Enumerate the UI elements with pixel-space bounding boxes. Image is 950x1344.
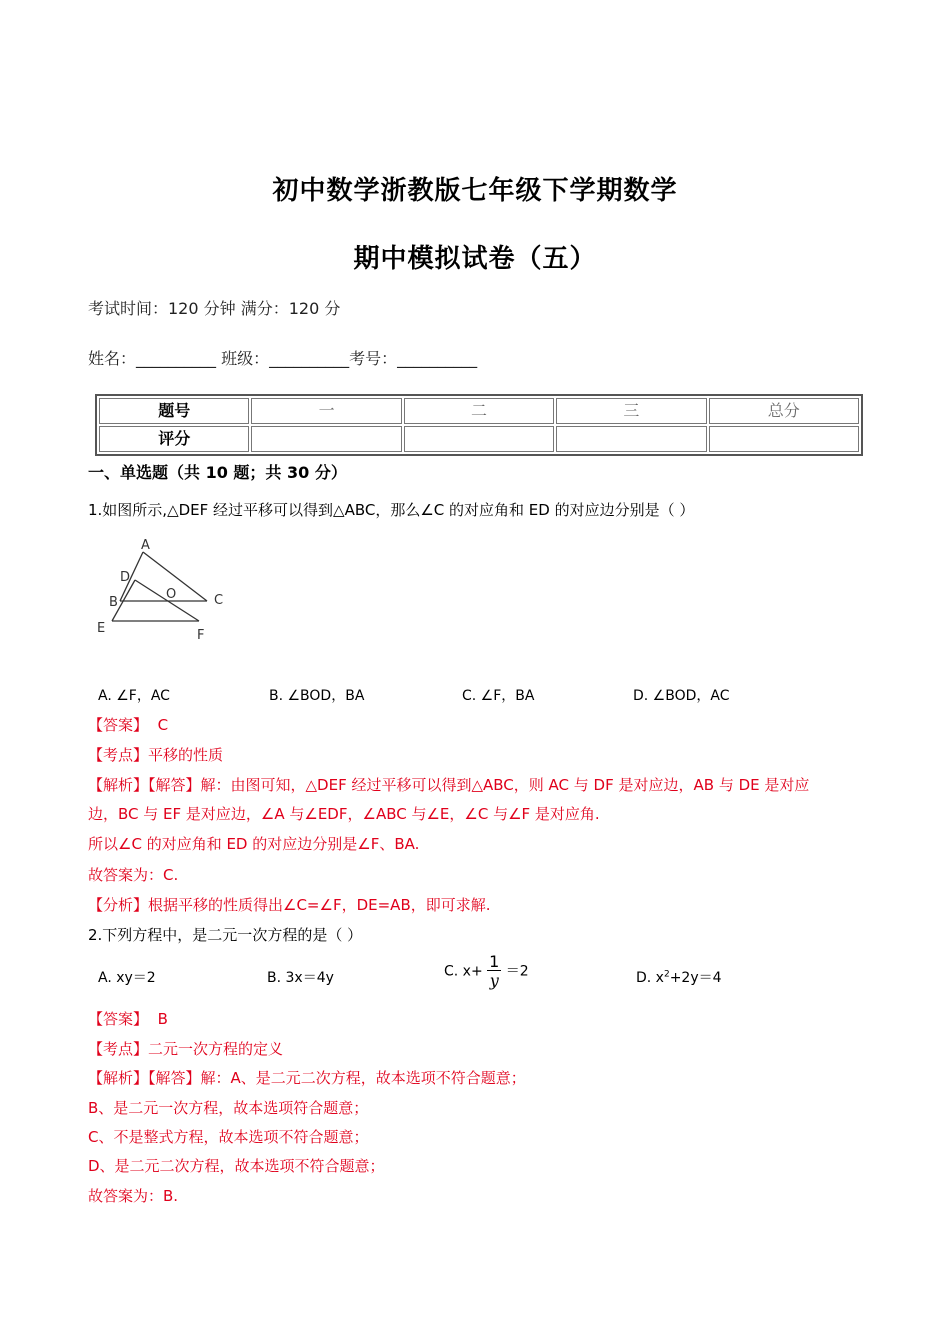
score-table <box>95 394 863 456</box>
q1-analysis-line3: 所以∠C 的对应角和 ED 的对应边分别是∠F、BA. <box>88 835 420 853</box>
score-input-total <box>709 426 859 452</box>
q2-stem: 2.下列方程中，是二元一次方程的是（ ） <box>88 926 363 944</box>
q2-analysis-text1: 解：A、是二元二次方程，故本选项不符合题意； <box>200 1069 526 1087</box>
q1-point-value: 平移的性质 <box>148 746 224 764</box>
q2-option-a: A. xy＝2 <box>98 970 156 986</box>
q1-point-label: 【考点】 <box>88 746 149 764</box>
q1-knowledge-point <box>88 744 223 765</box>
score-input-section3 <box>556 426 706 452</box>
q1-answer-value: C <box>157 716 169 734</box>
q1-option-c: C. ∠F，BA <box>462 688 535 704</box>
section1-heading: 一、单选题（共 10 题；共 30 分） <box>88 463 347 482</box>
student-info: 姓名：__________ 班级：__________考号：__________ <box>88 349 478 368</box>
label-c: C <box>214 593 224 608</box>
q1-summary-text: 根据平移的性质得出∠C=∠F，DE=AB，即可求解. <box>148 896 491 914</box>
fraction-denominator: y <box>489 971 499 990</box>
q2-option-d-exponent: 2 <box>663 969 670 980</box>
q2-option-d <box>636 967 722 987</box>
score-input-section2 <box>404 426 554 452</box>
q2-knowledge-point <box>88 1038 283 1059</box>
q1-analysis-label: 【解析】【解答】 <box>88 776 201 794</box>
fraction-numerator: 1 <box>489 952 500 971</box>
q2-option-d-suffix: +2y＝4 <box>669 970 722 986</box>
q2-answer-value: B <box>157 1010 168 1028</box>
q1-summary-label: 【分析】 <box>88 896 149 914</box>
q2-analysis-line3: C、不是整式方程，故本选项不符合题意； <box>88 1128 369 1146</box>
q1-summary <box>88 894 491 915</box>
q2-option-c-suffix: ＝2 <box>505 963 529 980</box>
q1-stem: 1.如图所示,△DEF 经过平移可以得到△ABC，那么∠C 的对应角和 ED 的对应边分别是（ ） <box>88 501 695 519</box>
score-cell-label: 题号 <box>99 398 249 424</box>
q2-option-c <box>444 954 529 989</box>
q1-option-b: B. ∠BOD，BA <box>269 688 365 704</box>
label-f: F <box>197 628 205 643</box>
q2-analysis-label: 【解析】【解答】 <box>88 1069 201 1087</box>
q1-analysis-text1: 解：由图可知，△DEF 经过平移可以得到△ABC，则 AC 与 DF 是对应边，AB 与 DE 是对应 <box>200 776 810 794</box>
label-a: A <box>141 538 150 553</box>
score-cell-section1: 一 <box>251 398 401 424</box>
q2-analysis-line4: D、是二元二次方程，故本选项不符合题意； <box>88 1157 385 1175</box>
q2-point-label: 【考点】 <box>88 1040 149 1058</box>
score-cell-section3: 三 <box>556 398 706 424</box>
score-input-section1 <box>251 426 401 452</box>
score-table-score-row <box>99 426 859 452</box>
q1-analysis-line1 <box>88 774 809 795</box>
q2-analysis-line5: 故答案为：B. <box>88 1187 179 1205</box>
q1-analysis-line4: 故答案为：C. <box>88 866 179 884</box>
q2-option-c-prefix: C. x+ <box>444 963 483 980</box>
exam-info: 考试时间：120 分钟 满分：120 分 <box>88 299 341 318</box>
q2-option-c-fraction <box>487 954 501 989</box>
q2-option-d-prefix: D. x <box>636 970 664 986</box>
q1-option-d: D. ∠BOD，AC <box>633 688 730 704</box>
q2-analysis-line1 <box>88 1067 526 1088</box>
document-title-line1: 初中数学浙教版七年级下学期数学 <box>272 176 678 206</box>
label-e: E <box>97 621 106 636</box>
q2-answer <box>88 1008 168 1029</box>
q1-answer <box>88 714 168 735</box>
q2-analysis-line2: B、是二元一次方程，故本选项符合题意； <box>88 1099 369 1117</box>
q2-answer-label: 【答案】 <box>88 1010 149 1028</box>
q2-option-b: B. 3x＝4y <box>267 970 334 986</box>
document-title-line2: 期中模拟试卷（五） <box>353 244 597 274</box>
score-row-label: 评分 <box>99 426 249 452</box>
q1-triangle-figure <box>95 535 235 647</box>
label-o: O <box>166 587 177 602</box>
score-cell-section2: 二 <box>404 398 554 424</box>
score-table-header-row <box>99 398 859 424</box>
q1-analysis-line2: 边，BC 与 EF 是对应边，∠A 与∠EDF，∠ABC 与∠E，∠C 与∠F 是对应角. <box>88 805 600 823</box>
q2-point-value: 二元一次方程的定义 <box>148 1040 284 1058</box>
label-d: D <box>120 570 131 585</box>
score-cell-total: 总分 <box>709 398 859 424</box>
label-b: B <box>109 595 118 610</box>
q1-answer-label: 【答案】 <box>88 716 149 734</box>
q1-option-a: A. ∠F，AC <box>98 688 170 704</box>
